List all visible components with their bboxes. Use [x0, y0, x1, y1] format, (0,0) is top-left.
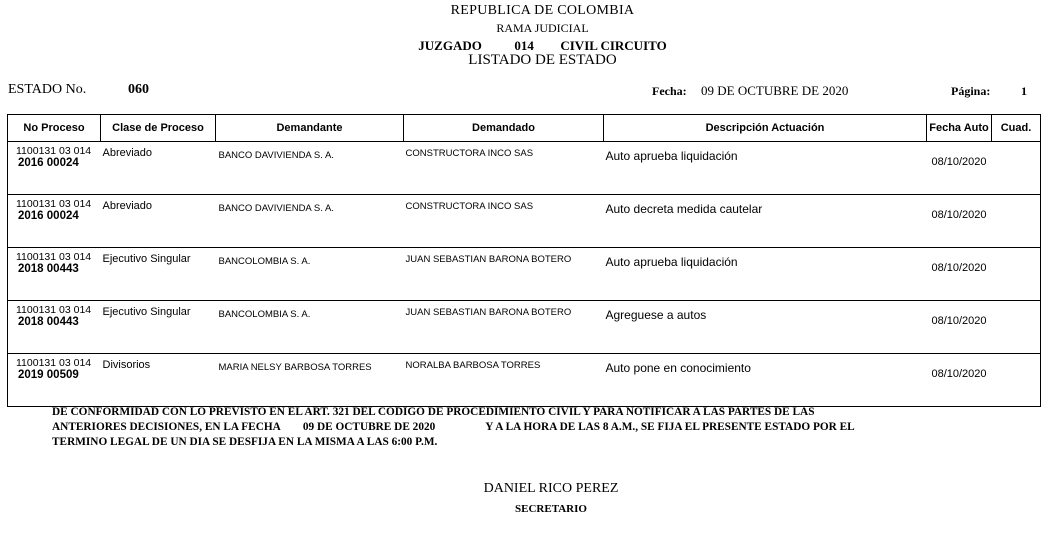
table-row	[8, 195, 1041, 248]
proceso-code: 1100131 03 014	[16, 198, 92, 210]
list-title: LISTADO DE ESTADO	[468, 52, 617, 68]
demandante-cell: BANCOLOMBIA S. A.	[216, 248, 404, 301]
proceso-code: 1100131 03 014	[16, 304, 92, 316]
cuad-cell	[992, 301, 1041, 354]
cuad-cell	[992, 142, 1041, 195]
demandado-cell: CONSTRUCTORA INCO SAS	[404, 142, 604, 195]
col-cuad: Cuad.	[992, 115, 1041, 142]
clase-cell: Ejecutivo Singular	[101, 301, 216, 354]
col-demandado: Demandado	[404, 115, 604, 142]
clase-cell: Divisorios	[101, 354, 216, 407]
demandado-cell: JUAN SEBASTIAN BARONA BOTERO	[404, 248, 604, 301]
fecha-cell: 08/10/2020	[927, 195, 992, 248]
proceso-cell	[8, 248, 101, 301]
proceso-code: 1100131 03 014	[16, 145, 92, 157]
col-clase: Clase de Proceso	[101, 115, 216, 142]
pagina-label: Página:	[951, 84, 991, 98]
cuad-cell	[992, 195, 1041, 248]
court-label: JUZGADO	[418, 38, 482, 53]
table-row	[8, 301, 1041, 354]
branch-heading: RAMA JUDICIAL	[496, 21, 589, 35]
secretary-name: DANIEL RICO PEREZ	[483, 481, 619, 496]
table-header-row	[8, 115, 1041, 142]
descripcion-cell: Agreguese a autos	[604, 301, 927, 354]
notification-notice	[52, 405, 1012, 450]
demandante-cell: MARIA NELSY BARBOSA TORRES	[216, 354, 404, 407]
fecha-cell: 08/10/2020	[927, 354, 992, 407]
descripcion-cell: Auto aprueba liquidación	[604, 248, 927, 301]
notice-line-2a: ANTERIORES DECISIONES, EN LA FECHA	[52, 421, 281, 433]
proceso-cell	[8, 301, 101, 354]
fecha-label: Fecha:	[652, 84, 687, 98]
proceso-year-number: 2019 00509	[18, 369, 79, 381]
clase-cell: Ejecutivo Singular	[101, 248, 216, 301]
demandante-cell: BANCOLOMBIA S. A.	[216, 301, 404, 354]
fecha-value: 09 DE OCTUBRE DE 2020	[701, 83, 849, 98]
proceso-code: 1100131 03 014	[16, 251, 92, 263]
table-row	[8, 248, 1041, 301]
notice-line-2b: Y A LA HORA DE LAS 8 A.M., SE FIJA EL PRESENTE ESTADO POR EL	[485, 421, 855, 433]
clase-cell: Abreviado	[101, 142, 216, 195]
proceso-cell	[8, 142, 101, 195]
proceso-year-number: 2018 00443	[18, 316, 79, 328]
notice-line-1: DE CONFORMIDAD CON LO PREVISTO EN EL ART. 321 DEL CODIGO DE PROCEDIMIENTO CIVIL Y PARA NOTIFICAR A LAS PARTES DE LAS	[52, 406, 815, 418]
descripcion-cell: Auto pone en conocimiento	[604, 354, 927, 407]
col-fecha-auto: Fecha Auto	[927, 115, 992, 142]
court-number: 014	[514, 38, 534, 53]
table-row	[8, 142, 1041, 195]
fecha-cell: 08/10/2020	[927, 301, 992, 354]
proceso-year-number: 2018 00443	[18, 263, 79, 275]
fecha-cell: 08/10/2020	[927, 142, 992, 195]
estado-number: 060	[128, 82, 149, 97]
secretary-role: SECRETARIO	[515, 503, 587, 515]
cuad-cell	[992, 354, 1041, 407]
demandado-cell: CONSTRUCTORA INCO SAS	[404, 195, 604, 248]
proceso-year-number: 2016 00024	[18, 157, 79, 169]
demandado-cell: JUAN SEBASTIAN BARONA BOTERO	[404, 301, 604, 354]
descripcion-cell: Auto decreta medida cautelar	[604, 195, 927, 248]
notice-line-2	[52, 420, 1012, 435]
proceso-year-number: 2016 00024	[18, 210, 79, 222]
col-demandante: Demandante	[216, 115, 404, 142]
estado-label: ESTADO No.	[8, 82, 87, 97]
demandado-cell: NORALBA BARBOSA TORRES	[404, 354, 604, 407]
descripcion-cell: Auto aprueba liquidación	[604, 142, 927, 195]
table-row	[8, 354, 1041, 407]
demandante-cell: BANCO DAVIVIENDA S. A.	[216, 195, 404, 248]
cuad-cell	[992, 248, 1041, 301]
proceso-code: 1100131 03 014	[16, 357, 92, 369]
clase-cell: Abreviado	[101, 195, 216, 248]
proceso-cell	[8, 354, 101, 407]
estado-table	[7, 114, 1041, 407]
pagina-value: 1	[1021, 84, 1027, 98]
demandante-cell: BANCO DAVIVIENDA S. A.	[216, 142, 404, 195]
republic-heading: REPUBLICA DE COLOMBIA	[450, 3, 635, 18]
col-descripcion: Descripción Actuación	[604, 115, 927, 142]
court-type: CIVIL CIRCUITO	[560, 38, 667, 53]
notice-line-3: TERMINO LEGAL DE UN DIA SE DESFIJA EN LA MISMA A LAS 6:00 P.M.	[52, 436, 438, 448]
col-no-proceso: No Proceso	[8, 115, 101, 142]
notice-date: 09 DE OCTUBRE DE 2020	[302, 421, 436, 433]
fecha-cell: 08/10/2020	[927, 248, 992, 301]
proceso-cell	[8, 195, 101, 248]
